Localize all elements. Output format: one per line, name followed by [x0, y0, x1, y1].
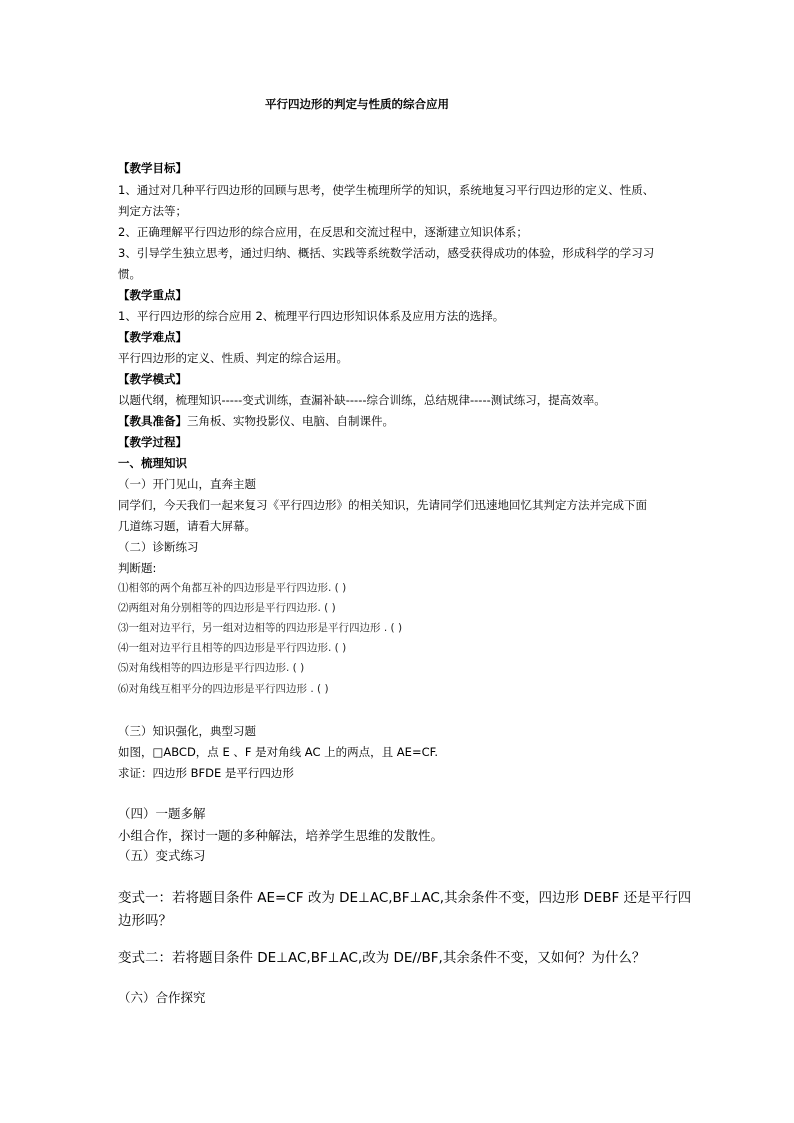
- section-heading: 一、梳理知识: [118, 456, 187, 470]
- text-line: 惯。: [118, 267, 141, 281]
- text-line: 1、通过对几种平行四边形的回顾与思考，使学生梳理所学的知识，系统地复习平行四边形的定义、性质、: [118, 183, 655, 197]
- subsection-heading: （五）变式练习: [118, 848, 206, 863]
- exercise-item: ⑷一组对边平行且相等的四边形是平行四边形. ( ): [118, 642, 347, 654]
- variant-line: 变式一：若将题目条件 AE=CF 改为 DE⊥AC,BF⊥AC,其余条件不变，四边形 DEBF 还是平行四: [118, 890, 692, 906]
- text-line: 判定方法等；: [118, 204, 187, 218]
- text-line: 同学们，今天我们一起来复习《平行四边形》的相关知识，先请同学们迅速地回忆其判定方法并完成下面: [118, 498, 647, 512]
- text-line: 2、正确理解平行四边形的综合应用，在反思和交流过程中，逐渐建立知识体系；: [118, 225, 528, 239]
- heading-process: 【教学过程】: [118, 435, 187, 449]
- exercise-item: ⑸对角线相等的四边形是平行四边形. ( ): [118, 662, 305, 674]
- text-line: 以题代纲，梳理知识-----变式训练，查漏补缺-----综合训练，总结规律-----测试练习，提高效率。: [118, 393, 606, 407]
- subsection-heading: （四）一题多解: [118, 806, 206, 821]
- exercise-item: ⑴相邻的两个角都互补的四边形是平行四边形. ( ): [118, 582, 347, 594]
- materials-line: [118, 413, 688, 429]
- heading-materials: 【教具准备】: [118, 414, 187, 428]
- materials-text: 三角板、实物投影仪、电脑、自制课件。: [187, 414, 394, 428]
- heading-key-points: 【教学重点】: [118, 288, 187, 302]
- text-line: 判断题:: [118, 561, 157, 575]
- subsection-heading: （一）开门见山，直奔主题: [118, 477, 256, 491]
- text-line: 几道练习题，请看大屏幕。: [118, 519, 256, 533]
- variant-line: 变式二：若将题目条件 DE⊥AC,BF⊥AC,改为 DE//BF,其余条件不变，又如何？为什么？: [118, 950, 646, 966]
- heading-objectives: 【教学目标】: [118, 161, 187, 175]
- text-line: 如图，□ABCD，点 E 、F 是对角线 AC 上的两点，且 AE=CF.: [118, 745, 439, 759]
- exercise-item: ⑶一组对边平行，另一组对边相等的四边形是平行四边形 . ( ): [118, 622, 403, 634]
- subsection-heading: （三）知识强化，典型习题: [118, 724, 256, 738]
- heading-mode: 【教学模式】: [118, 372, 187, 386]
- exercise-item: ⑵两组对角分别相等的四边形是平行四边形. ( ): [118, 602, 336, 614]
- text-line: 平行四边形的定义、性质、判定的综合运用。: [118, 351, 348, 365]
- text-line: 3、引导学生独立思考，通过归纳、概括、实践等系统数学活动，感受获得成功的体验，形成科学的学习习: [118, 246, 655, 260]
- text-line: 求证：四边形 BFDE 是平行四边形: [118, 766, 294, 780]
- variant-line: 边形吗？: [118, 913, 172, 929]
- subsection-heading: （二）诊断练习: [118, 540, 199, 554]
- subsection-heading: （六）合作探究: [118, 990, 206, 1005]
- text-line: 小组合作，探讨一题的多种解法，培养学生思维的发散性。: [118, 828, 444, 843]
- exercise-item: ⑹对角线互相平分的四边形是平行四边形 . ( ): [118, 683, 329, 695]
- document-title: 平行四边形的判定与性质的综合应用: [265, 97, 449, 111]
- heading-difficulties: 【教学难点】: [118, 330, 187, 344]
- text-line: 1、平行四边形的综合应用 2、梳理平行四边形知识体系及应用方法的选择。: [118, 309, 505, 323]
